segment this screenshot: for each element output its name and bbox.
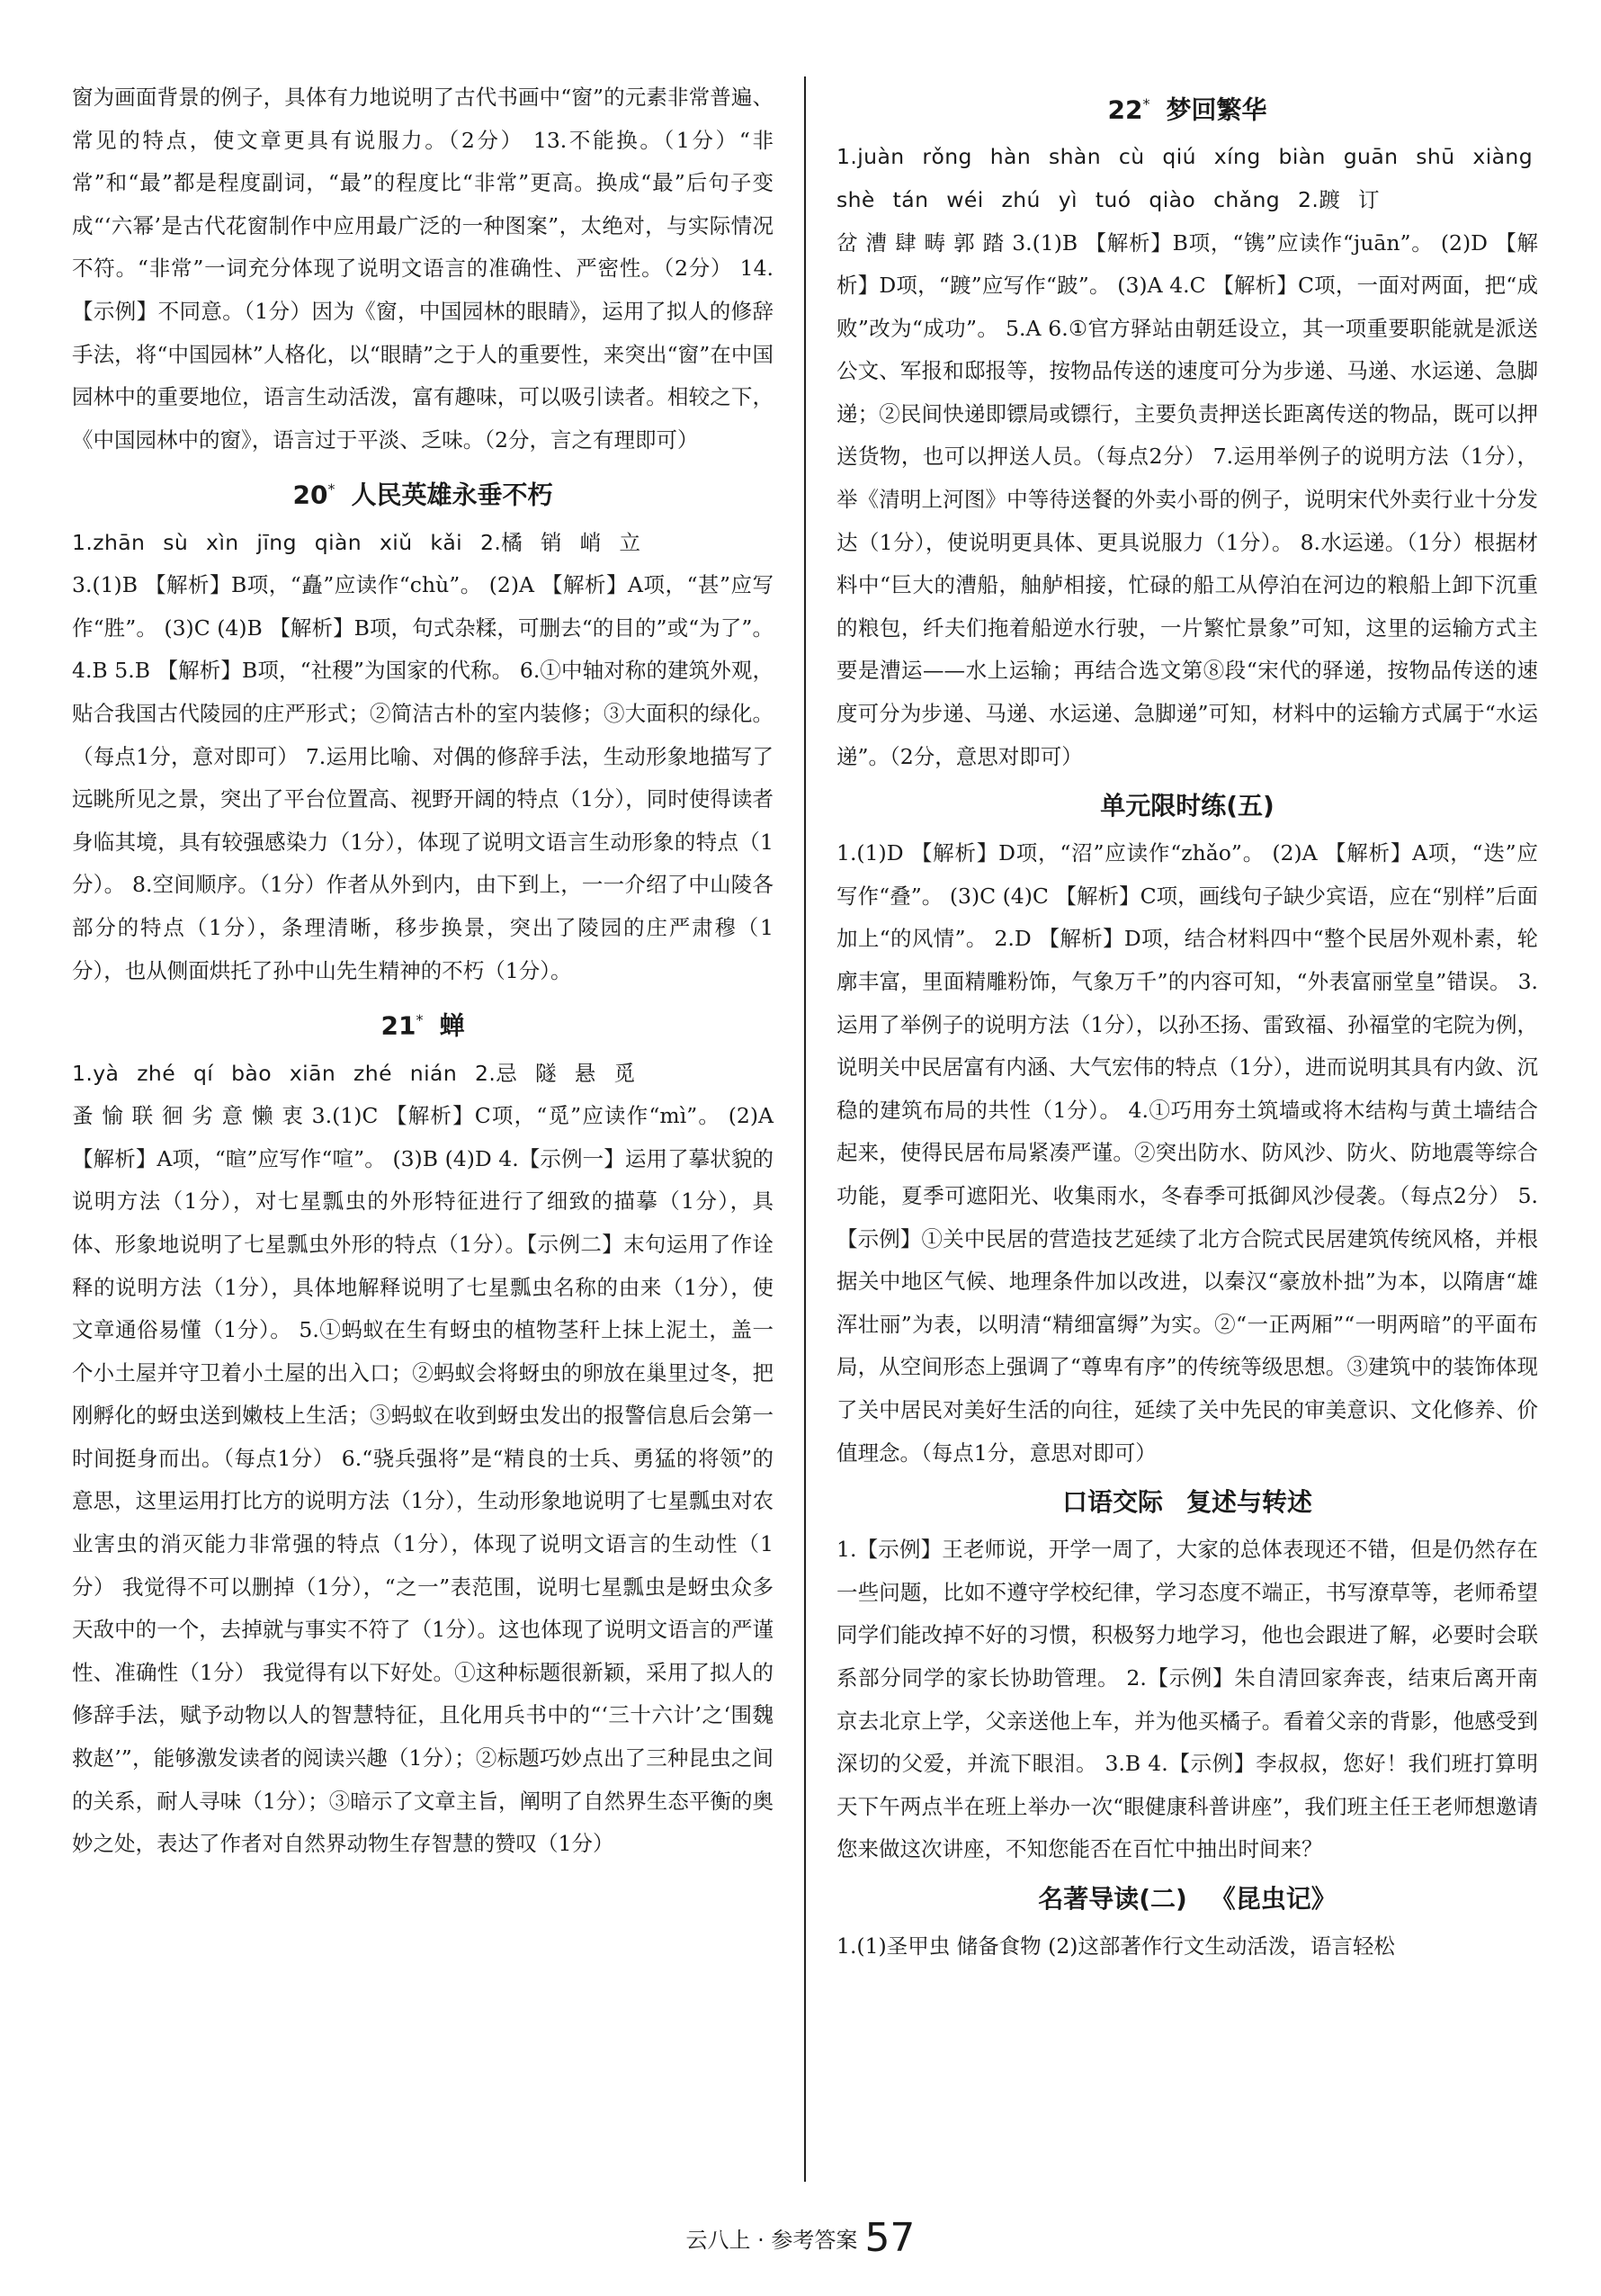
paragraph-answers-oral: 1.【示例】王老师说，开学一周了，大家的总体表现还不错，但是仍然存在一些问题，比如不遵守学校纪律，学习态度不端正，书写潦草等，老师希望同学们能改掉不好的习惯，积极努力地学习，他也会跟进了解，必要时会联系部分同学的家长协助管理。 2.【示例】朱自清回家奔丧，结束后离开南京去北京上学，父亲送他上车，并为他买橘子。看着父亲的背影，他感受到深切的父爱，并流下眼泪。 3.B 4.【示例】李叔叔，您好！我们班打算明天下午两点半在班上举办一次“眼健康科普讲座”，我们班主任王老师想邀请您来做这次讲座，不知您能否在百忙中抽出时间来？ [836,1537,1538,1862]
section-title: 口语交际 [1061,1487,1163,1518]
pinyin-line-22: 1.juàn rǒng hàn shàn cù qiú xíng biàn guān shū xiàng shè tán wéi zhú yì tuó qiào chǎng 2.踱 订 [836,144,1534,212]
page-footer [0,2215,1601,2261]
section-title: 名著导读(二) [1038,1883,1187,1914]
section-heading-classics [836,1877,1538,1922]
footer-label: 云八上 · 参考答案 [685,2228,858,2253]
section-heading-unit-test [836,784,1538,829]
page-number: 57 [864,2215,916,2261]
paragraph-answers-20: 3.(1)B 【解析】B项，“矗”应读作“chù”。 (2)A 【解析】A项，“甚”应写作“胜”。 (3)C (4)B 【解析】B项，句式杂糅，可删去“的目的”或“为了”。 4.B 5.B 【解析】B项，“社稷”为国家的代称。 6.①中轴对称的建筑外观，贴合我国古代陵园的庄严形式；②简洁古朴的室内装修；③大面积的绿化。（每点1分，意对即可） 7.运用比喻、对偶的修辞手法，生动形象地描写了远眺所见之景，突出了平台位置高、视野开阔的特点（1分），同时使得读者身临其境，具有较强感染力（1分），体现了说明文语言生动形象的特点（1分）。 8.空间顺序。（1分）作者从外到内，由下到上，一一介绍了中山陵各部分的特点（1分），条理清晰，移步换景，突出了陵园的庄严肃穆（1分），也从侧面烘托了孙中山先生精神的不朽（1分）。 [72,572,774,983]
section-heading-22 [836,82,1538,132]
asterisk-mark: * [416,1011,424,1029]
paragraph-answers-unit-test: 1.(1)D 【解析】D项，“沼”应读作“zhǎo”。 (2)A 【解析】A项，“迭”应写作“叠”。 (3)C (4)C 【解析】C项，画线句子缺少宾语，应在“别样”后面加上“的风情”。 2.D 【解析】D项，结合材料四中“整个民居外观朴素，轮廓丰富，里面精雕粉饰，气象万千”的内容可知，“外表富丽堂皇”错误。 3.运用了举例子的说明方法（1分），以孙丕扬、雷致福、孙福堂的宅院为例，说明关中民居富有内涵、大气宏伟的特点（1分），进而说明其具有内敛、沉稳的建筑布局的共性（1分）。 4.①巧用夯土筑墙或将木结构与黄土墙结合起来，使得民居布局紧凑严谨。②突出防水、防风沙、防火、防地震等综合功能，夏季可遮阳光、收集雨水，冬春季可抵御风沙侵袭。（每点2分） 5.【示例】①关中民居的营造技艺延续了北方合院式民居建筑传统风格，并根据关中地区气候、地理条件加以改进，以秦汉“豪放朴拙”为本，以隋唐“雄浑壮丽”为表，以明清“精细富缛”为实。②“一正两厢”“一明两暗”的平面布局，从空间形态上强调了“尊卑有序”的传统等级思想。③建筑中的装饰体现了关中居民对美好生活的向往，延续了关中先民的审美意识、文化修养、价值理念。（每点1分，意思对即可） [836,840,1538,1466]
section-heading-21 [72,998,774,1048]
asterisk-mark: * [1142,95,1150,112]
section-subtitle: 复述与转述 [1186,1487,1313,1518]
section-heading-20 [72,467,774,517]
paragraph-answers-classics: 1.(1)圣甲虫 储备食物 (2)这部著作行文生动活泼，语言轻松 [836,1933,1395,1959]
pinyin-line-20: 1.zhān sù xìn jīng qiàn xiǔ kǎi 2.橘 销 峭 立 [72,529,641,555]
paragraph-answers-19-end: 窗为画面背景的例子，具体有力地说明了古代书画中“窗”的元素非常普遍、常见的特点，使文章更具有说服力。（2分） 13.不能换。（1分）“非常”和“最”都是程度副词，“最”的程度比“非常”更高。换成“最”后句子变成“‘六幂’是古代花窗制作中应用最广泛的一种图案”，太绝对，与实际情况不符。“非常”一词充分体现了说明文语言的准确性、严密性。（2分） 14.【示例】不同意。（1分）因为《窗，中国园林的眼睛》，运用了拟人的修辞手法，将“中国园林”人格化，以“眼睛”之于人的重要性，来突出“窗”在中国园林中的重要地位，语言生动活泼，富有趣味，可以吸引读者。相较之下，《中国园林中的窗》，语言过于平淡、乏味。（2分，言之有理即可） [72,85,774,453]
right-column [836,76,1538,1968]
lesson-number: 20 [292,480,328,510]
lesson-title: 梦回繁华 [1166,94,1267,125]
answer-page [72,76,1538,2182]
pinyin-line-21: 1.yà zhé qí bào xiān zhé nián 2.忌 隧 悬 觅 [72,1060,636,1086]
section-subtitle: 《昆虫记》 [1210,1883,1337,1914]
lesson-title: 人民英雄永垂不朽 [351,480,553,510]
paragraph-answers-21: 蚤 愉 联 徊 劣 意 懒 衷 3.(1)C 【解析】C项，“觅”应读作“mì”。 (2)A 【解析】A项，“暄”应写作“喧”。 (3)B (4)D 4.【示例一】运用了摹状貌的说明方法（1分），对七星瓢虫的外形特征进行了细致的描摹（1分），具体、形象地说明了七星瓢虫外形的特点（1分）。【示例二】末句运用了作诠释的说明方法（1分），具体地解释说明了七星瓢虫名称的由来（1分），使文章通俗易懂（1分）。 5.①蚂蚁在生有蚜虫的植物茎秆上抹上泥土，盖一个小土屋并守卫着小土屋的出入口；②蚂蚁会将蚜虫的卵放在巢里过冬，把刚孵化的蚜虫送到嫩枝上生活；③蚂蚁在收到蚜虫发出的报警信息后会第一时间挺身而出。（每点1分） 6.“骁兵强将”是“精良的士兵、勇猛的将领”的意思，这里运用打比方的说明方法（1分），生动形象地说明了七星瓢虫对农业害虫的消灭能力非常强的特点（1分），体现了说明文语言的生动性（1分） 我觉得不可以删掉（1分），“之一”表范围，说明七星瓢虫是蚜虫众多天敌中的一个，去掉就与事实不符了（1分）。这也体现了说明文语言的严谨性、准确性（1分） 我觉得有以下好处。①这种标题很新颖，采用了拟人的修辞手法，赋予动物以人的智慧特征，且化用兵书中的“‘三十六计’之‘围魏救赵’”，能够激发读者的阅读兴趣（1分）；②标题巧妙点出了三种昆虫之间的关系，耐人寻味（1分）；③暗示了文章主旨，阐明了自然界生态平衡的奥妙之处，表达了作者对自然界动物生存智慧的赞叹（1分） [72,1103,774,1857]
lesson-number: 21 [380,1010,416,1041]
left-column [72,76,774,1866]
asterisk-mark: * [327,480,335,498]
section-heading-oral [836,1480,1538,1525]
column-divider [804,76,806,2182]
lesson-title: 蝉 [439,1010,465,1041]
paragraph-answers-22: 岔 漕 肆 畴 郭 踏 3.(1)B 【解析】B项，“镌”应读作“juān”。 (2)D 【解析】D项，“踱”应写作“跛”。 (3)A 4.C 【解析】C项，一面对两面，把“成败”改为“成功”。 5.A 6.①官方驿站由朝廷设立，其一项重要职能就是派送公文、军报和邸报等，按物品传送的速度可分为步递、马递、水运递、急脚递；②民间快递即镖局或镖行，主要负责押送长距离传送的物品，既可以押送货物，也可以押送人员。（每点2分） 7.运用举例子的说明方法（1分），举《清明上河图》中等待送餐的外卖小哥的例子，说明宋代外卖行业十分发达（1分），使说明更具体、更具说服力（1分）。 8.水运递。（1分）根据材料中“巨大的漕船，舳舻相接，忙碌的船工从停泊在河边的粮船上卸下沉重的粮包，纤夫们拖着船逆水行驶，一片繁忙景象”可知，这里的运输方式主要是漕运——水上运输；再结合选文第⑧段“宋代的驿递，按物品传送的速度可分为步递、马递、水运递、急脚递”可知，材料中的运输方式属于“水运递”。（2分，意思对即可） [836,229,1538,769]
lesson-number: 22 [1107,94,1143,125]
section-title: 单元限时练(五) [1100,791,1275,821]
